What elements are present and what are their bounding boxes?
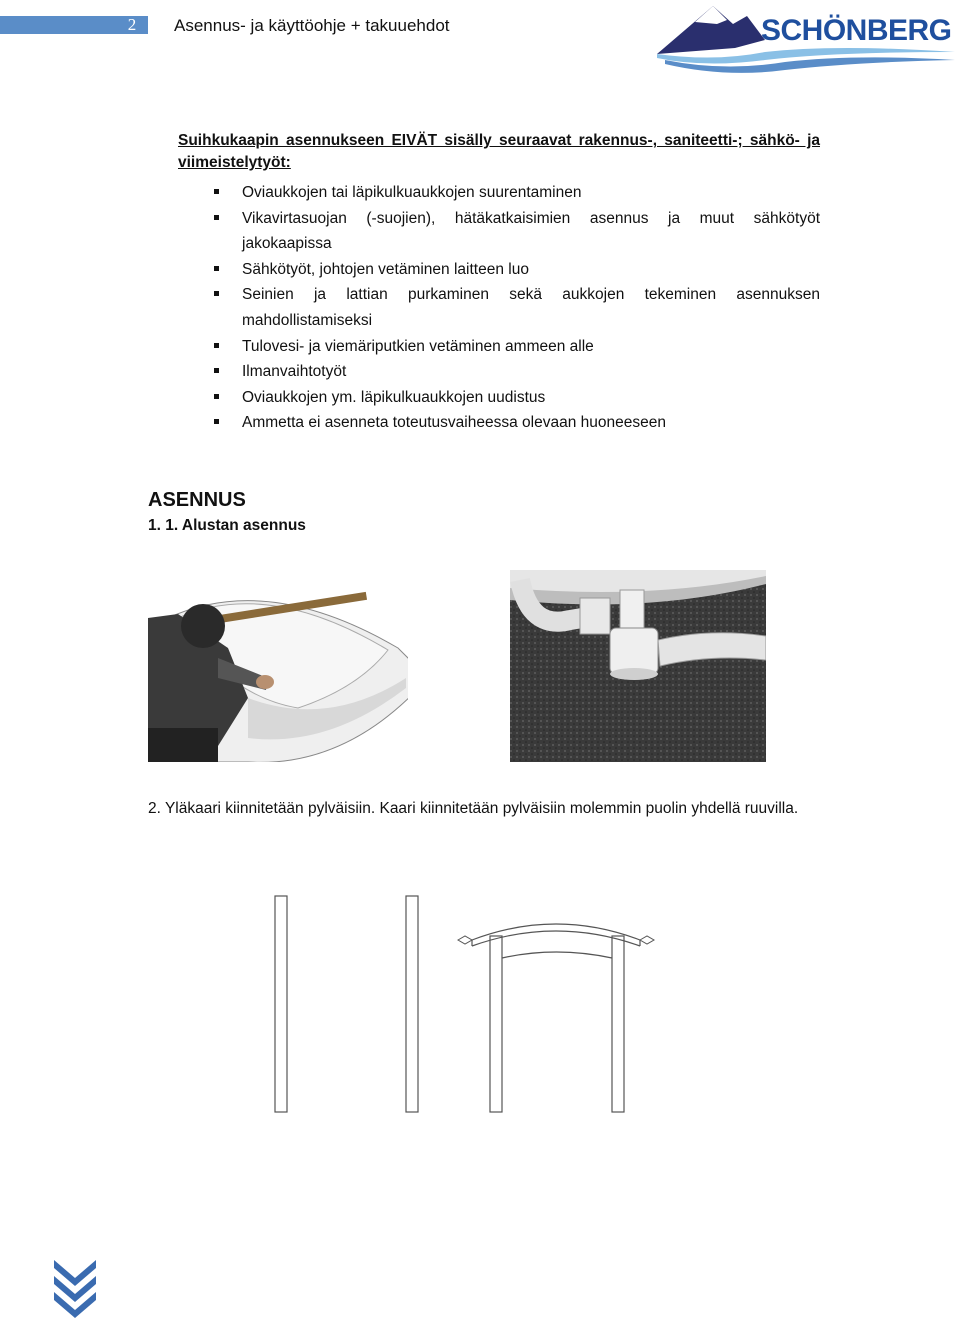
drain-pipe-photo xyxy=(510,570,766,762)
list-item: Tulovesi- ja viemäriputkien vetäminen ammeen alle xyxy=(214,334,820,360)
page-number: 2 xyxy=(127,15,137,34)
step1-title: 1. 1. Alustan asennus xyxy=(148,517,306,534)
bullet-icon xyxy=(214,189,219,194)
chevron-down-icon xyxy=(52,1258,98,1320)
bullet-icon xyxy=(214,419,219,424)
list-item: Oviaukkojen ym. läpikulkuaukkojen uudistus xyxy=(214,385,820,411)
exclusions-list xyxy=(214,180,820,436)
bullet-icon xyxy=(214,266,219,271)
bullet-icon xyxy=(214,291,219,296)
list-item: Vikavirtasuojan (-suojien), hätäkatkaisimien asennus ja muut sähkötyöt jakokaapissa xyxy=(214,206,820,257)
tub-leveling-photo xyxy=(148,578,408,762)
bullet-icon xyxy=(214,394,219,399)
list-item: Ilmanvaihtotyöt xyxy=(214,359,820,385)
exclusions-heading: Suihkukaapin asennukseen EIVÄT sisälly seuraavat rakennus-, saniteetti-; sähkö- ja viimeistelytyöt: xyxy=(178,132,820,171)
list-item: Sähkötyöt, johtojen vetäminen laitteen luo xyxy=(214,257,820,283)
bullet-icon xyxy=(214,343,219,348)
list-item: Oviaukkojen tai läpikulkuaukkojen suurentaminen xyxy=(214,180,820,206)
arch-assembly-diagram xyxy=(250,880,680,1120)
step2-text: 2. Yläkaari kiinnitetään pylväisiin. Kaari kiinnitetään pylväisiin molemmin puolin yhdellä ruuvilla. xyxy=(148,800,799,817)
bullet-icon xyxy=(214,215,219,220)
document-title: Asennus- ja käyttöohje + takuuehdot xyxy=(174,16,450,35)
section-title: ASENNUS xyxy=(148,489,246,511)
list-item: Seinien ja lattian purkaminen sekä aukkojen tekeminen asennuksen mahdollistamiseksi xyxy=(214,282,820,333)
logo-wordmark: SCHÖNBERG xyxy=(761,14,952,47)
list-item: Ammetta ei asenneta toteutusvaiheessa olevaan huoneeseen xyxy=(214,410,820,436)
bullet-icon xyxy=(214,368,219,373)
